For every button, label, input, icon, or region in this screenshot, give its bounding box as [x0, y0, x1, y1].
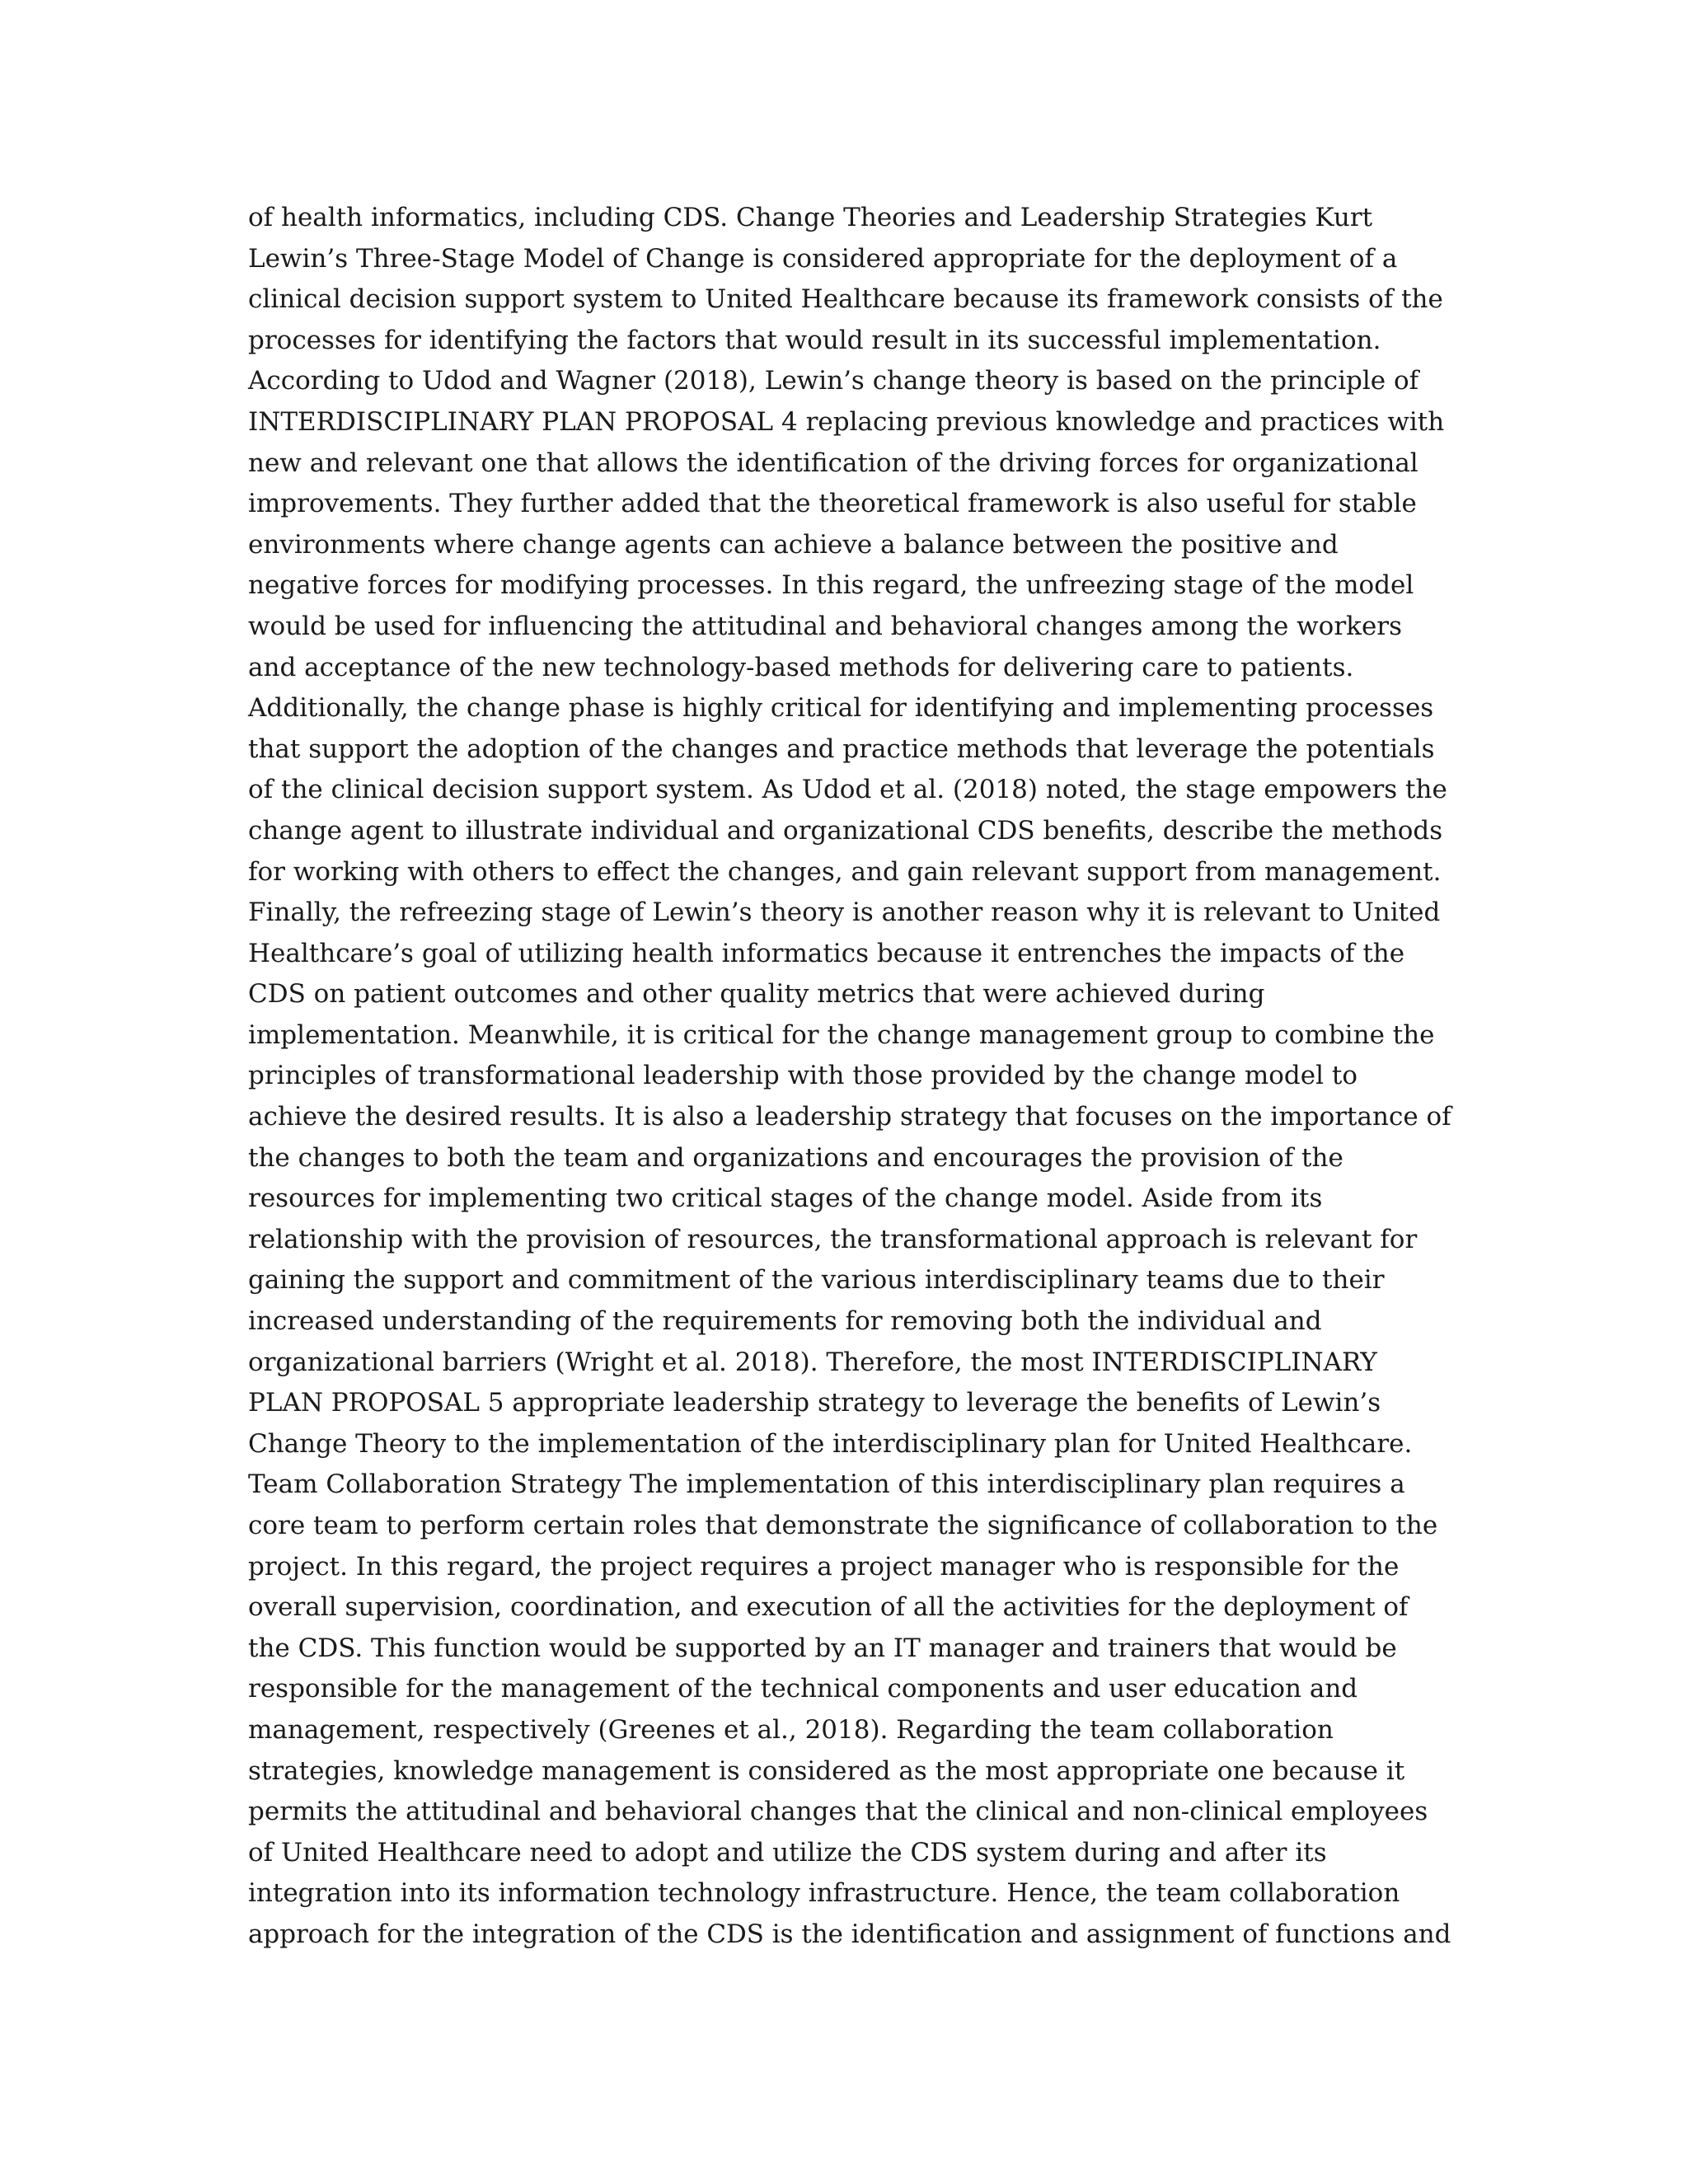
- text-line: change agent to illustrate individual and organizational CDS benefits, describe the methods: [248, 815, 1443, 846]
- body-text: [248, 198, 1451, 1956]
- text-line: negative forces for modifying processes. In this regard, the unfreezing stage of the model: [248, 570, 1414, 601]
- text-line: increased understanding of the requirements for removing both the individual and: [248, 1306, 1322, 1337]
- text-line: of health informatics, including CDS. Change Theories and Leadership Strategies Kurt: [248, 203, 1373, 232]
- text-line: Team Collaboration Strategy The implementation of this interdisciplinary plan requires a: [248, 1469, 1405, 1500]
- text-line: Finally, the refreezing stage of Lewin’s theory is another reason why it is relevant to United: [248, 898, 1441, 928]
- text-line: of United Healthcare need to adopt and utilize the CDS system during and after its: [248, 1837, 1327, 1868]
- text-line: According to Udod and Wagner (2018), Lewin’s change theory is based on the principle of: [248, 366, 1419, 396]
- text-line: Change Theory to the implementation of the interdisciplinary plan for United Healthcare.: [248, 1428, 1413, 1459]
- text-line: gaining the support and commitment of the various interdisciplinary teams due to their: [248, 1265, 1385, 1296]
- text-line: processes for identifying the factors that would result in its successful implementation.: [248, 325, 1381, 355]
- text-line: management, respectively (Greenes et al., 2018). Regarding the team collaboration: [248, 1714, 1334, 1745]
- text-line: PLAN PROPOSAL 5 appropriate leadership strategy to leverage the benefits of Lewin’s: [248, 1388, 1381, 1418]
- text-line: Additionally, the change phase is highly critical for identifying and implementing processes: [248, 693, 1434, 724]
- text-line: new and relevant one that allows the identification of the driving forces for organizational: [248, 448, 1418, 478]
- text-line: strategies, knowledge management is considered as the most appropriate one because it: [248, 1755, 1405, 1786]
- text-line: the changes to both the team and organizations and encourages the provision of the: [248, 1142, 1343, 1173]
- text-line: and acceptance of the new technology-based methods for delivering care to patients.: [248, 652, 1354, 682]
- text-line: CDS on patient outcomes and other quality metrics that were achieved during: [248, 979, 1265, 1010]
- text-line: achieve the desired results. It is also a leadership strategy that focuses on the importance of: [248, 1102, 1451, 1132]
- text-line: for working with others to effect the changes, and gain relevant support from management.: [248, 856, 1442, 887]
- text-line: Lewin’s Three-Stage Model of Change is considered appropriate for the deployment of a: [248, 243, 1398, 274]
- text-line: improvements. They further added that the theoretical framework is also useful for stable: [248, 489, 1417, 519]
- text-line: clinical decision support system to United Healthcare because its framework consists of the: [248, 284, 1443, 315]
- text-line: implementation. Meanwhile, it is critical for the change management group to combine the: [248, 1019, 1435, 1050]
- text-line: resources for implementing two critical stages of the change model. Aside from its: [248, 1183, 1323, 1214]
- text-line: principles of transformational leadership with those provided by the change model to: [248, 1061, 1357, 1091]
- text-line: environments where change agents can achieve a balance between the positive and: [248, 529, 1339, 560]
- text-line: overall supervision, coordination, and execution of all the activities for the deployment of: [248, 1592, 1409, 1623]
- text-line: INTERDISCIPLINARY PLAN PROPOSAL 4 replacing previous knowledge and practices with: [248, 406, 1445, 437]
- text-line: the CDS. This function would be supported by an IT manager and trainers that would be: [248, 1633, 1397, 1663]
- text-line: approach for the integration of the CDS is the identification and assignment of functions and: [248, 1919, 1451, 1949]
- text-line: would be used for influencing the attitudinal and behavioral changes among the workers: [248, 611, 1403, 641]
- text-line: relationship with the provision of resources, the transformational approach is relevant for: [248, 1224, 1418, 1254]
- text-line: integration into its information technology infrastructure. Hence, the team collaboration: [248, 1878, 1400, 1909]
- text-line: permits the attitudinal and behavioral changes that the clinical and non-clinical employees: [248, 1797, 1428, 1827]
- text-line: Healthcare’s goal of utilizing health informatics because it entrenches the impacts of the: [248, 938, 1405, 968]
- text-line: of the clinical decision support system. As Udod et al. (2018) noted, the stage empowers the: [248, 775, 1447, 805]
- text-line: organizational barriers (Wright et al. 2018). Therefore, the most INTERDISCIPLINARY: [248, 1347, 1377, 1377]
- text-line: project. In this regard, the project requires a project manager who is responsible for the: [248, 1551, 1400, 1582]
- text-line: responsible for the management of the technical components and user education and: [248, 1674, 1358, 1704]
- text-line: that support the adoption of the changes and practice methods that leverage the potentials: [248, 733, 1435, 764]
- text-line: core team to perform certain roles that demonstrate the significance of collaboration to the: [248, 1511, 1438, 1540]
